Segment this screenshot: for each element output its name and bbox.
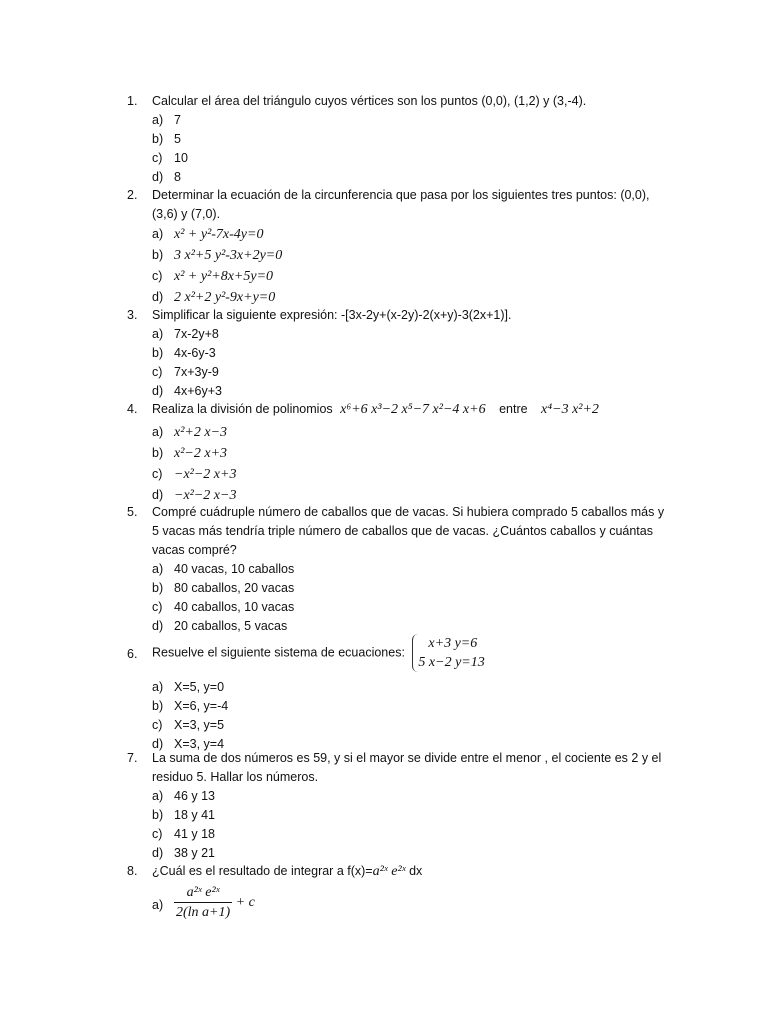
option-b[interactable]: b) X=6, y=-4 xyxy=(152,699,229,713)
option-d[interactable]: d) 8 xyxy=(152,170,181,184)
option-b[interactable]: b) 4x-6y-3 xyxy=(152,346,216,360)
options-list xyxy=(152,560,667,636)
fraction-denominator: 2(ln a+1) xyxy=(176,905,231,920)
question-text: Determinar la ecuación de la circunferencia que pasa por los siguientes tres puntos: (0,0), (3,6) y (7,0). xyxy=(152,188,650,221)
options-list xyxy=(152,883,667,927)
options-list xyxy=(152,422,667,506)
option-d[interactable]: d) 4x+6y+3 xyxy=(152,384,222,398)
options-list xyxy=(152,787,667,863)
options-list xyxy=(152,325,667,401)
question-5 xyxy=(127,503,667,636)
question-number: 8. xyxy=(127,864,138,878)
question-2 xyxy=(127,186,667,308)
option-b[interactable]: b) x²−2 x+3 xyxy=(152,446,228,461)
options-list xyxy=(152,224,667,308)
option-c[interactable]: c) x² + y²+8x+5y=0 xyxy=(152,269,274,284)
option-d[interactable]: d) 38 y 21 xyxy=(152,846,216,860)
question-number: 4. xyxy=(127,402,138,416)
question-text: Realiza la división de polinomios xyxy=(152,402,333,416)
dividend-polynomial: x⁶+6 x³−2 x⁵−7 x²−4 x+6 xyxy=(340,402,486,417)
option-a[interactable]: a) X=5, y=0 xyxy=(152,680,225,694)
option-b[interactable]: b) 80 caballos, 20 vacas xyxy=(152,581,295,595)
question-text: Simplificar la siguiente expresión: -[3x-2y+(x-2y)-2(x+y)-3(2x+1)]. xyxy=(152,308,512,322)
question-number: 2. xyxy=(127,188,138,202)
question-number: 7. xyxy=(127,751,138,765)
question-text: La suma de dos números es 59, y si el mayor se divide entre el menor , el cociente es 2 y el residuo 5. Hallar los números. xyxy=(152,751,662,784)
option-c[interactable]: c) −x²−2 x+3 xyxy=(152,467,237,482)
question-text: Resuelve el siguiente sistema de ecuaciones: xyxy=(152,645,405,660)
option-a[interactable]: a) 40 vacas, 10 caballos xyxy=(152,562,295,576)
question-7 xyxy=(127,749,667,863)
question-text: Compré cuádruple número de caballos que de vacas. Si hubiera comprado 5 caballos más y 5 vacas más tendría triple número de caballos que de vacas. ¿Cuántos caballos y cuántas vacas compré? xyxy=(152,505,665,557)
option-a[interactable]: a) 7x-2y+8 xyxy=(152,327,219,341)
option-c[interactable]: c) 7x+3y-9 xyxy=(152,365,219,379)
equation-1: x+3 y=6 xyxy=(428,636,478,651)
between-word: entre xyxy=(499,402,528,416)
fraction-numerator: a²ˣ e²ˣ xyxy=(174,883,232,903)
option-b[interactable]: b) 5 xyxy=(152,132,181,146)
question-number: 5. xyxy=(127,505,138,519)
option-d[interactable]: d) −x²−2 x−3 xyxy=(152,488,237,503)
options-list xyxy=(152,111,667,187)
question-text: ¿Cuál es el resultado de integrar a f(x)= xyxy=(152,864,373,878)
option-c[interactable]: c) 10 xyxy=(152,151,188,165)
options-list xyxy=(152,678,667,754)
option-d[interactable]: d) 20 caballos, 5 vacas xyxy=(152,619,288,633)
option-c[interactable]: c) X=3, y=5 xyxy=(152,718,225,732)
divisor-polynomial: x⁴−3 x²+2 xyxy=(541,402,599,417)
option-a[interactable]: a) x²+2 x−3 xyxy=(152,425,228,440)
option-a[interactable]: a) 46 y 13 xyxy=(152,789,216,803)
question-number: 6. xyxy=(127,647,138,661)
option-b[interactable]: b) 3 x²+5 y²-3x+2y=0 xyxy=(152,248,283,263)
option-d[interactable]: d) X=3, y=4 xyxy=(152,737,225,751)
question-1 xyxy=(127,92,667,187)
option-a[interactable]: a) 7 xyxy=(152,113,181,127)
question-6 xyxy=(127,634,667,754)
differential: dx xyxy=(409,864,423,878)
question-8 xyxy=(127,862,667,927)
option-b[interactable]: b) 18 y 41 xyxy=(152,808,216,822)
question-4 xyxy=(127,400,667,506)
fraction xyxy=(174,883,232,922)
constant-term: + c xyxy=(235,894,255,910)
option-c[interactable]: c) 40 caballos, 10 vacas xyxy=(152,600,295,614)
question-text: Calcular el área del triángulo cuyos vértices son los puntos (0,0), (1,2) y (3,-4). xyxy=(152,94,587,108)
option-c[interactable]: c) 41 y 18 xyxy=(152,827,216,841)
option-a[interactable]: a) $\frac{\text{a²ˣ e²ˣ}}{\text{2(ln a+1)}}$ + c xyxy=(152,885,255,920)
option-a[interactable]: a) x² + y²-7x-4y=0 xyxy=(152,227,264,242)
equation-system xyxy=(412,634,484,672)
integrand: a²ˣ e²ˣ xyxy=(372,864,406,879)
question-number: 1. xyxy=(127,94,138,108)
equation-2: 5 x−2 y=13 xyxy=(418,655,485,670)
option-d[interactable]: d) 2 x²+2 y²-9x+y=0 xyxy=(152,290,276,305)
question-3 xyxy=(127,306,667,401)
question-number: 3. xyxy=(127,308,138,322)
